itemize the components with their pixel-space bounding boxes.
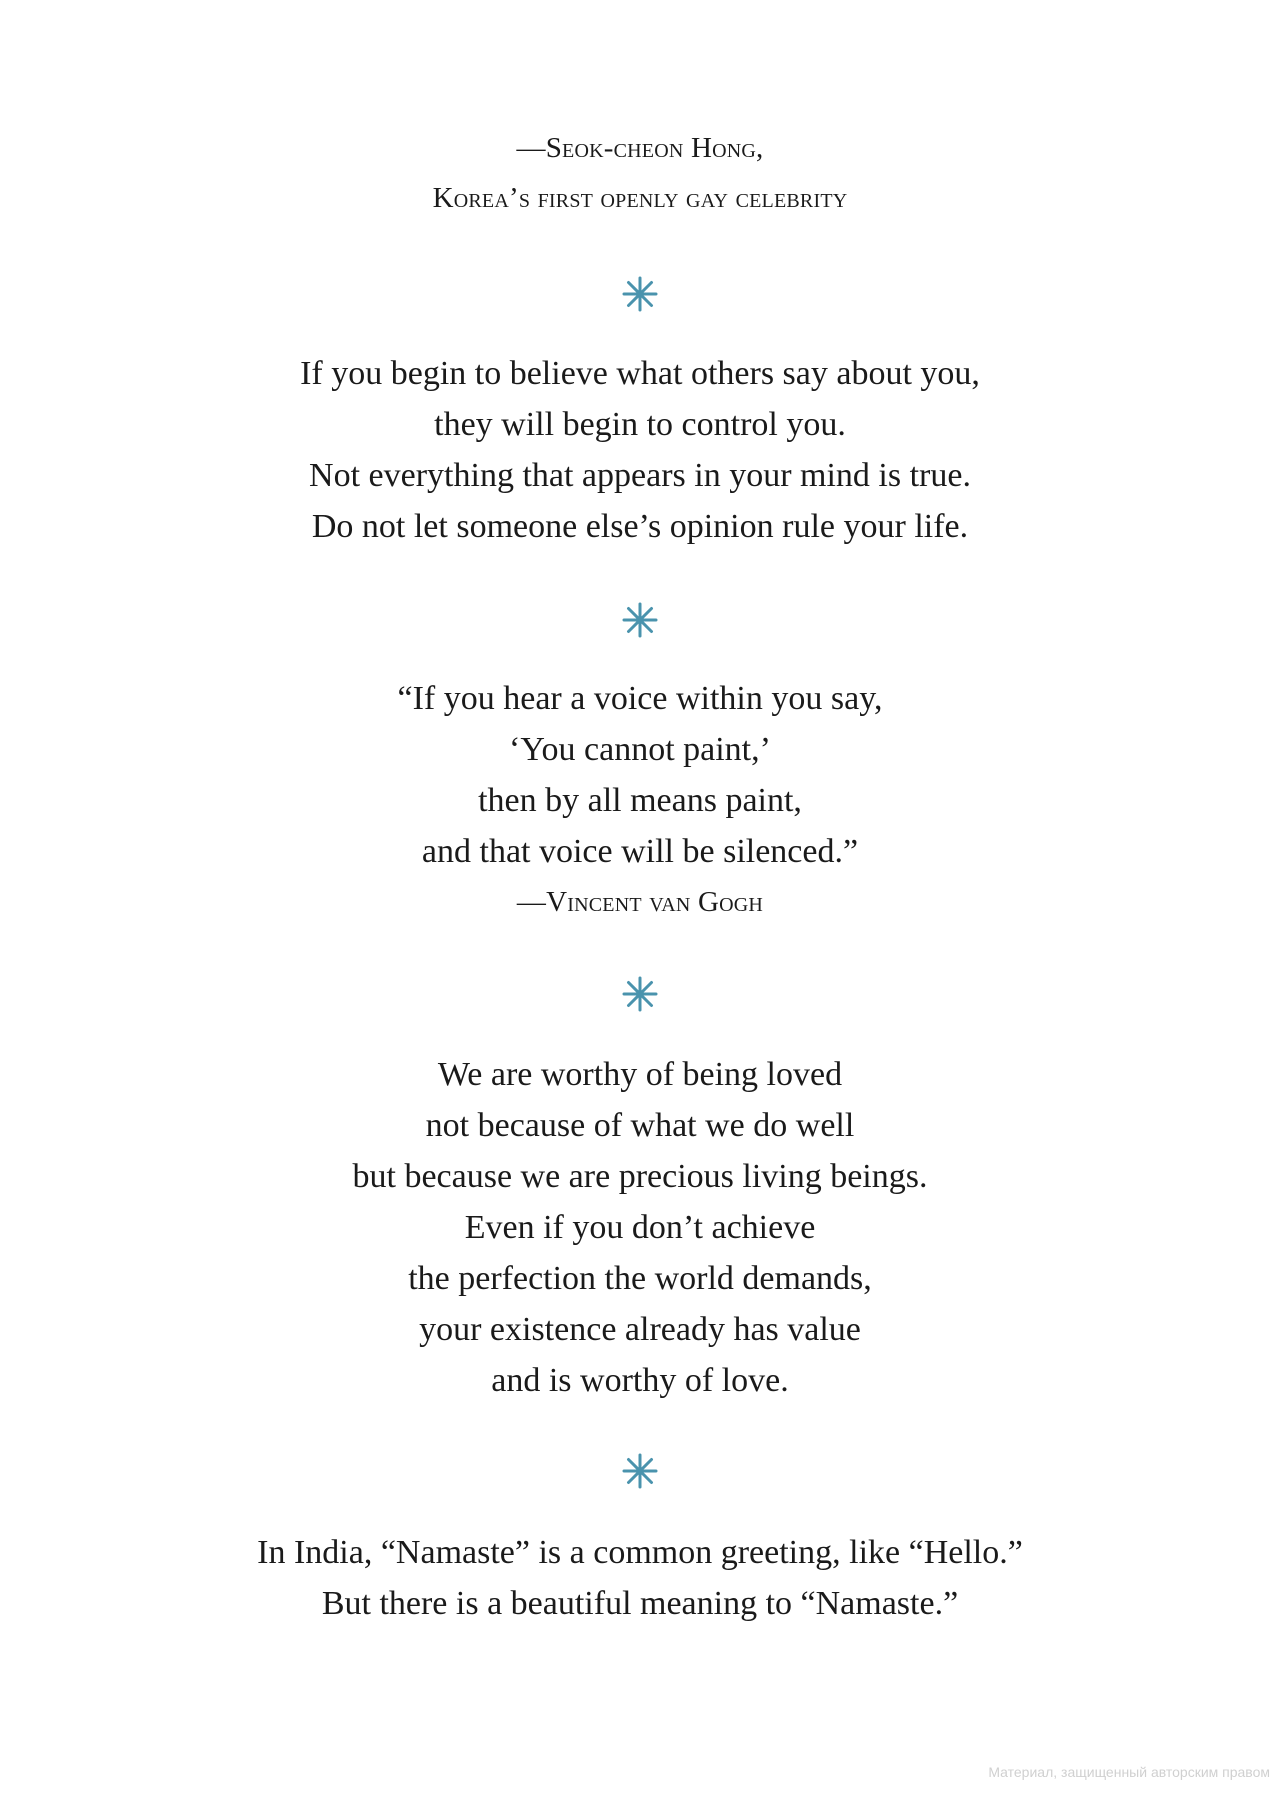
- quote-line: your existence already has value: [419, 1311, 861, 1348]
- asterisk-ornament-icon: [622, 602, 658, 638]
- attribution-description: Korea’s first openly gay celebrity: [432, 182, 848, 214]
- quote-block-3: [0, 1049, 1280, 1406]
- quote-block-4: [0, 1527, 1280, 1629]
- quote-line: Not everything that appears in your mind is true.: [309, 457, 971, 494]
- quote-line: Even if you don’t achieve: [464, 1209, 816, 1246]
- quote-block-1: [0, 348, 1280, 552]
- quote-line: but because we are precious living beings.: [352, 1158, 928, 1195]
- quote-line: they will begin to control you.: [434, 406, 846, 443]
- copyright-watermark: Материал, защищенный авторским правом: [988, 1764, 1270, 1780]
- quote-attribution: —Vincent van Gogh: [516, 886, 764, 918]
- attribution-name: —Seok-cheon Hong,: [516, 132, 764, 164]
- quote-line: and that voice will be silenced.”: [421, 833, 859, 870]
- asterisk-ornament-icon: [622, 276, 658, 312]
- quote-line: Do not let someone else’s opinion rule your life.: [311, 508, 969, 545]
- asterisk-ornament-icon: [622, 976, 658, 1012]
- quote-block-2: [0, 673, 1280, 927]
- quote-line: But there is a beautiful meaning to “Namaste.”: [321, 1585, 959, 1622]
- quote-line: not because of what we do well: [425, 1107, 855, 1144]
- quote-line: and is worthy of love.: [491, 1362, 789, 1399]
- quote-line: ‘You cannot paint,’: [509, 731, 771, 768]
- quote-line: In India, “Namaste” is a common greeting, like “Hello.”: [257, 1534, 1023, 1571]
- asterisk-ornament-icon: [622, 1453, 658, 1489]
- quote-line: the perfection the world demands,: [408, 1260, 872, 1297]
- quote-line: If you begin to believe what others say about you,: [300, 355, 980, 392]
- quote-line: then by all means paint,: [478, 782, 802, 819]
- top-attribution: [0, 123, 1280, 223]
- quote-line: We are worthy of being loved: [437, 1056, 843, 1093]
- quote-line: “If you hear a voice within you say,: [397, 680, 883, 717]
